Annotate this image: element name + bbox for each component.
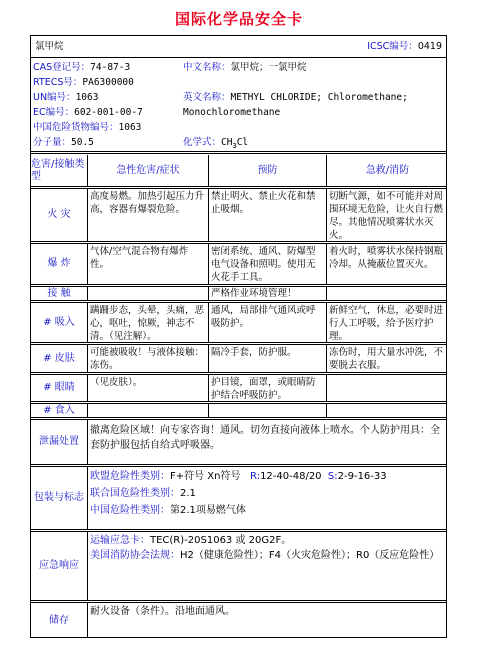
storage-text: 耐火设备（条件）。沿地面通风。 [87, 603, 448, 638]
cell-first-aid: 冻伤时，用大量水冲洗，不要脱去衣服。 [326, 345, 448, 372]
cn-hazard-class: 中国危险性类别：第2.1项易燃气体 [90, 505, 246, 516]
un-number: UN编号：1063 [33, 92, 99, 103]
cell-first-aid: 切断气源，如不可能并对周围环境无危险，让火自行燃尽。其他情况喷雾状水灭火。 [326, 189, 448, 241]
chemical-formula: 化学式：$CH_3Cl$ [183, 137, 249, 150]
cell-hazard: 蹒跚步态，头晕，头痛，恶心，呕吐，惊厥，神志不清。（见注解）。 [87, 303, 208, 342]
nfpa-code: 美国消防协会法规：H2（健康危险性）；F4（火灾危险性）；R0（反应危险性） [90, 550, 440, 561]
packaging-text [87, 467, 448, 529]
row-contact [31, 287, 446, 300]
cell-first-aid: 着火时，喷雾状水保持钢瓶冷却。从掩蔽位置灭火。 [326, 244, 448, 284]
cell-prevention: 护目镜，面罩，或眼睛防护结合呼吸防护。 [208, 375, 326, 401]
icsc-label: ICSC编号： [367, 41, 418, 52]
eu-hazard-class: 欧盟危险性类别：F+符号 Xn符号 R:12-40-48/20 S:2-9-16-33 [90, 471, 387, 482]
un-hazard-class: 联合国危险性类别：2.1 [90, 488, 196, 499]
cell-prevention: 通风，局部排气通风或呼吸防护。 [208, 303, 326, 342]
row-skin [31, 345, 446, 372]
row-explosion [31, 244, 446, 284]
row-label: # 皮肤 [43, 352, 75, 364]
cell-first-aid [326, 404, 448, 417]
cas-number: CAS登记号：74-87-3 [33, 62, 131, 73]
rtecs-number: RTECS号：PA6300000 [33, 77, 134, 88]
section-emergency [31, 532, 446, 600]
row-inhalation [31, 303, 446, 342]
english-name: 英文名称：METHYL CHLORIDE; Chloromethane; [183, 92, 408, 103]
page-title: 国际化学品安全卡 [174, 10, 303, 28]
table-header-row [31, 155, 446, 186]
cell-first-aid [326, 375, 448, 401]
ec-number: EC编号：602-001-00-7 [33, 107, 143, 118]
cell-prevention [208, 404, 326, 417]
cell-hazard: 可能被吸收！与液体接触：冻伤。 [87, 345, 208, 372]
cn-hazard-number: 中国危险货物编号：1063 [33, 122, 142, 133]
row-ingestion [31, 404, 446, 417]
header-first-aid: 急救/消防 [326, 155, 448, 186]
safety-card [30, 35, 447, 638]
chinese-name: 中文名称：氯甲烷；一氯甲烷 [183, 62, 307, 73]
cell-hazard: 气体/空气混合物有爆炸性。 [87, 244, 208, 284]
cell-hazard: 高度易燃。加热引起压力升高，容器有爆裂危险。 [87, 189, 208, 241]
row-eyes [31, 375, 446, 401]
row-label: 接 触 [47, 287, 71, 299]
cell-first-aid [326, 287, 448, 300]
section-storage [31, 603, 446, 638]
transport-card: 运输应急卡：TEC(R)-20S1063 或 20G2F。 [90, 535, 292, 546]
header-prevention: 预防 [208, 155, 326, 186]
section-packaging [31, 467, 446, 529]
spill-text: 撤离危险区域！向专家咨询！通风。切勿直接向液体上喷水。个人防护用具：全套防护服包括自给式呼吸器。 [87, 420, 448, 464]
section-label: 应急响应 [39, 560, 79, 571]
icsc-value: 0419 [417, 41, 442, 52]
section-label: 泄漏处置 [39, 436, 79, 447]
cell-hazard [87, 287, 208, 300]
icsc-number [367, 40, 442, 53]
english-name-cont: Monochloromethane [183, 107, 281, 118]
row-label: 爆 炸 [47, 258, 71, 269]
header-type: 危害/接触类型 [31, 158, 85, 182]
section-label: 储存 [49, 614, 69, 626]
row-fire [31, 189, 446, 241]
row-label: # 吸入 [43, 316, 75, 328]
cell-first-aid: 新鲜空气，休息，必要时进行人工呼吸，给予医疗护理。 [326, 303, 448, 342]
cell-hazard: （见皮肤）。 [87, 375, 208, 401]
row-label: # 食入 [43, 404, 75, 416]
row-label: 火 灾 [47, 209, 71, 220]
chemical-name: 氯甲烷 [35, 41, 64, 52]
cell-hazard [87, 404, 208, 417]
section-spill [31, 420, 446, 464]
cell-prevention: 密闭系统、通风、防爆型电气设备和照明。使用无火花手工具。 [208, 244, 326, 284]
row-label: # 眼睛 [43, 382, 75, 393]
emergency-text [87, 532, 448, 600]
cell-prevention: 禁止明火、禁止火花和禁止吸烟。 [208, 189, 326, 241]
cell-prevention: 隔冷手套，防护服。 [208, 345, 326, 372]
section-label: 包装与标志 [34, 492, 84, 503]
cell-prevention: 严格作业环境管理！ [208, 287, 326, 300]
header-hazard: 急性危害/症状 [87, 155, 208, 186]
molecular-weight: 分子量：50.5 [33, 137, 94, 148]
